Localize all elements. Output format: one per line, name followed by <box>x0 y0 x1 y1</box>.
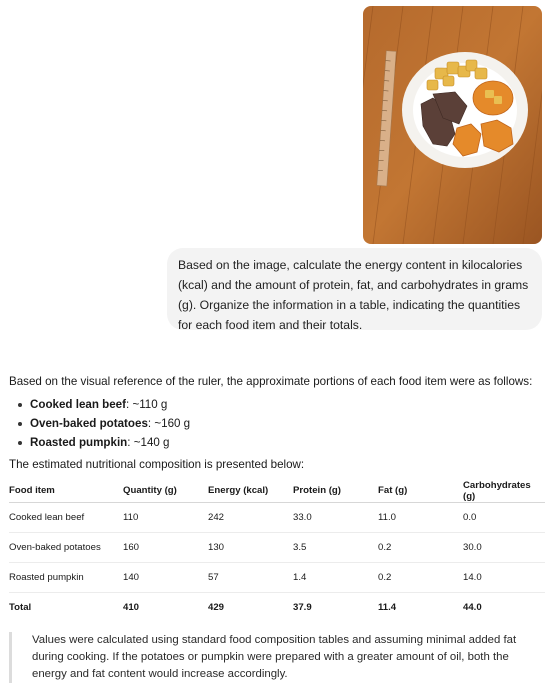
table-cell: 0.2 <box>378 563 463 593</box>
uploaded-food-photo[interactable] <box>363 6 542 244</box>
portion-name: Roasted pumpkin <box>30 436 128 449</box>
table-row <box>9 533 545 563</box>
table-cell: 11.0 <box>378 503 463 533</box>
table-cell: 0.2 <box>378 533 463 563</box>
list-item <box>9 414 545 433</box>
table-cell: 57 <box>208 563 293 593</box>
table-cell: 242 <box>208 503 293 533</box>
note-text: Values were calculated using standard food composition tables and assuming minimal added fat during cooking. If the potatoes or pumpkin were prepared with a greater amount of oil, both the energy and fat content would increase accordingly. <box>32 634 517 680</box>
table-cell: 0.0 <box>463 503 545 533</box>
portion-amount: : ~140 g <box>127 436 170 449</box>
column-header: Protein (g) <box>293 479 378 503</box>
portion-list <box>9 395 545 452</box>
table-cell: Roasted pumpkin <box>9 563 123 593</box>
table-cell: Cooked lean beef <box>9 503 123 533</box>
table-row <box>9 503 545 533</box>
table-cell: 44.0 <box>463 602 482 613</box>
table-cell: 14.0 <box>463 563 545 593</box>
table-cell: 429 <box>208 602 225 613</box>
table-total-row <box>9 593 545 623</box>
portion-amount: : ~160 g <box>147 417 191 430</box>
column-header: Food item <box>9 479 123 503</box>
portion-amount: : ~110 g <box>126 398 168 411</box>
table-row <box>9 563 545 593</box>
table-cell: 130 <box>208 533 293 563</box>
response-intro: Based on the visual reference of the ruler, the approximate portions of each food item were as follows: <box>9 375 533 388</box>
table-cell: 410 <box>123 602 140 613</box>
list-item <box>9 433 545 452</box>
plate-photo-illustration <box>363 6 542 244</box>
table-cell: 160 <box>123 533 208 563</box>
table-cell: 110 <box>123 503 208 533</box>
portion-name: Oven-baked potatoes <box>30 417 148 430</box>
list-item <box>9 395 545 414</box>
portion-name: Cooked lean beef <box>30 398 126 411</box>
column-header: Quantity (g) <box>123 479 208 503</box>
table-cell: 3.5 <box>293 533 378 563</box>
table-cell: Oven-baked potatoes <box>9 533 123 563</box>
column-header: Carbohydrates (g) <box>463 479 545 503</box>
table-cell: Total <box>9 602 32 613</box>
nutrition-table <box>9 479 545 622</box>
user-message-bubble <box>167 248 542 330</box>
user-message-text: Based on the image, calculate the energy content in kilocalories (kcal) and the amount of protein, fat, and carbohydrates in grams (g). Organize the information in a table, indicating the quantities for each food item and their totals. <box>178 258 529 332</box>
table-cell: 33.0 <box>293 503 378 533</box>
column-header: Energy (kcal) <box>208 479 293 503</box>
table-cell: 11.4 <box>378 602 397 613</box>
table-header-row <box>9 479 545 503</box>
assistant-response <box>9 374 545 473</box>
table-cell: 37.9 <box>293 602 312 613</box>
column-header: Fat (g) <box>378 479 463 503</box>
table-cell: 140 <box>123 563 208 593</box>
table-cell: 1.4 <box>293 563 378 593</box>
table-cell: 30.0 <box>463 533 545 563</box>
note-blockquote <box>9 632 542 683</box>
table-lead: The estimated nutritional composition is presented below: <box>9 458 305 471</box>
